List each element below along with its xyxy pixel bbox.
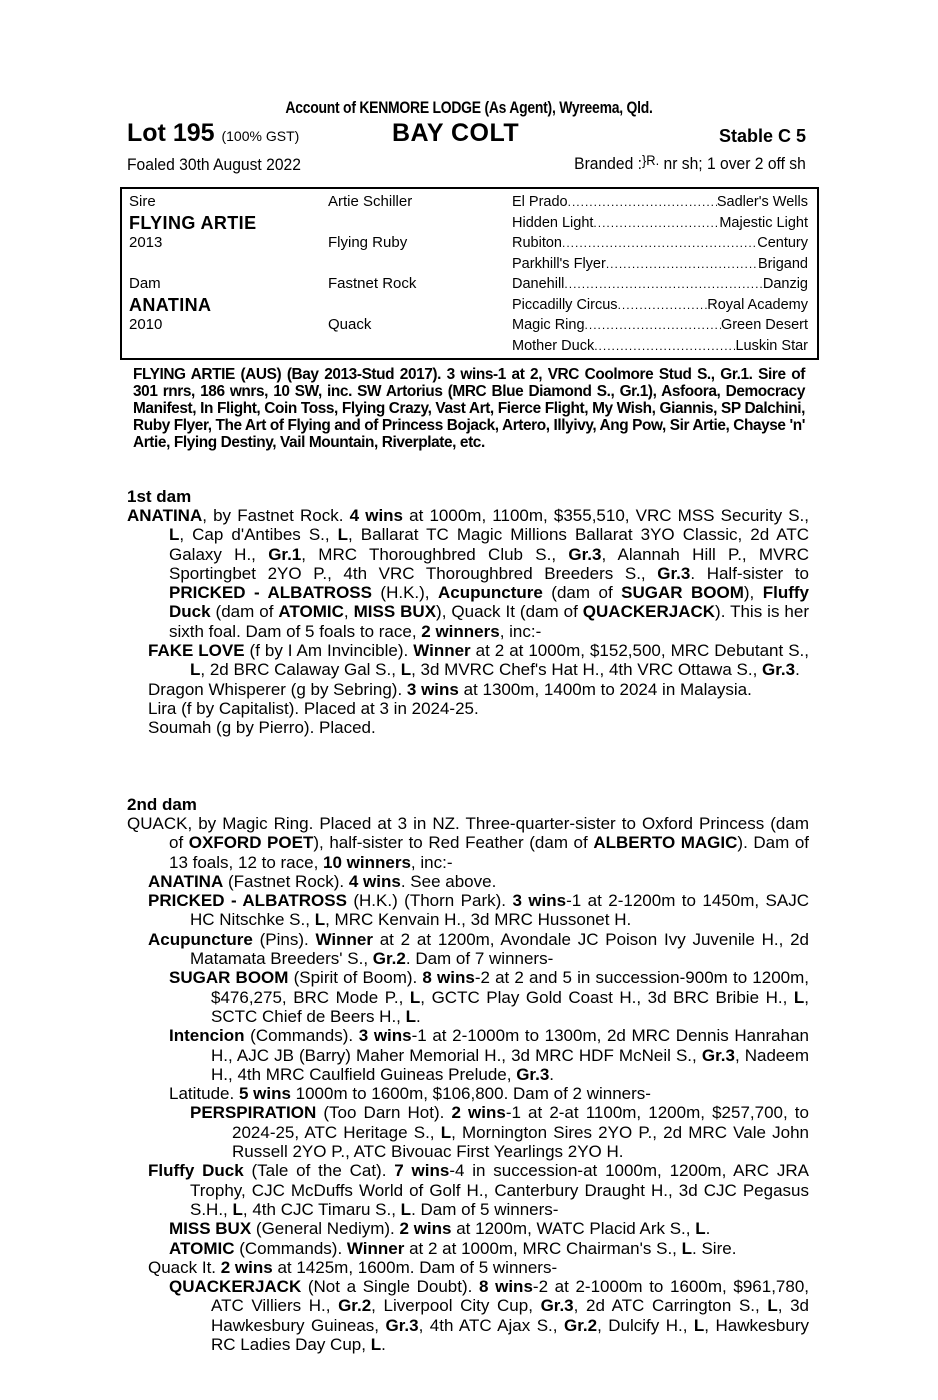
second-dam-heading: 2nd dam — [127, 795, 197, 814]
vendor-account: Account of KENMORE LODGE (As Agent), Wyreema, Qld. — [285, 98, 653, 117]
pedigree-ancestor-row — [512, 274, 808, 295]
ancestor-sire-name: Green Desert — [720, 317, 808, 333]
pedigree-cell — [129, 336, 256, 357]
produce-record: Dragon Whisperer (g by Sebring). 3 wins at 1300m, 1400m to 2024 in Malaysia. — [148, 679, 752, 699]
ancestor-name: Hidden Light — [512, 214, 594, 231]
lot-label: Lot 195 — [127, 119, 215, 147]
pedigree-cell: FLYING ARTIE — [129, 212, 257, 233]
first-dam-section — [127, 487, 809, 738]
pedigree-ancestor-row — [512, 336, 808, 357]
leader-dots — [594, 336, 735, 357]
pedigree-ancestor-row — [512, 254, 808, 275]
ancestor-name: Piccadilly Circus — [512, 296, 618, 313]
pedigree-col-parents — [129, 192, 256, 356]
pedigree-table — [120, 187, 819, 360]
pedigree-col-great-grandparents — [512, 192, 808, 356]
sire-summary: FLYING ARTIE (AUS) (Bay 2013-Stud 2017). 3 wins-1 at 2, VRC Coolmore Stud S., Gr.1. Sire of 301 rnrs, 186 wnrs, 10 SW, inc. SW Artorius (MRC Blue Diamond S., Gr.1), Asfoora, Democracy Manifest, In Flight, Coin Toss, Flying Crazy, Vast Art, Fierce Flight, My Wish, Giannis, SP Dalchini, Ruby Flyer, The Art of Flying and of Princess Bojack, Artero, Illyivy, Ang Pow, Sir Artie, Chayse 'n' Artie, Flying Destiny, Vail Mountain, Riverplate, etc. — [133, 366, 805, 451]
pedigree-ancestor-row — [512, 233, 808, 254]
pedigree-ancestor-row — [512, 213, 808, 234]
pedigree-col-grandparents — [328, 192, 416, 356]
produce-record: ATOMIC (Commands). Winner at 2 at 1000m, MRC Chairman's S., L. Sire. — [169, 1238, 737, 1258]
produce-record: ANATINA (Fastnet Rock). 4 wins. See above. — [148, 871, 497, 891]
produce-record: Intencion (Commands). 3 wins-1 at 2-1000m to 1300m, 2d MRC Dennis Hanrahan H., AJC JB (Barry) Maher Memorial H., 3d MRC HDF McNeil S., Gr.3, Nadeem H., 4th MRC Caulfield Guineas Prelude, Gr.3. — [169, 1026, 810, 1084]
gst-note: (100% GST) — [221, 128, 300, 144]
produce-record: QUACKERJACK (Not a Single Doubt). 8 wins-2 at 2-1000m to 1600m, $961,780, ATC Villiers H., Gr.2, Liverpool City Cup, Gr.3, 2d ATC Carrington S., L, 3d Hawkesbury Guineas, Gr.3, 4th ATC Ajax S., Gr.2, Dulcify H., L, Hawkesbury RC Ladies Day Cup, L. — [169, 1277, 810, 1355]
produce-record: Fluffy Duck (Tale of the Cat). 7 wins-4 in succession-at 1000m, 1200m, ARC JRA Trophy, CJC McDuffs World of Golf H., Canterbury Draught H., 3d CJC Pegasus S.H., L, 4th CJC Timaru S., L. Dam of 5 winners- — [148, 1161, 809, 1219]
brand-mark-icon: }R. — [642, 152, 660, 168]
ancestor-name: Mother Duck — [512, 337, 595, 354]
produce-record: Latitude. 5 wins 1000m to 1600m, $106,800. Dam of 2 winners- — [169, 1084, 651, 1104]
ancestor-sire-name: Danzig — [762, 276, 808, 292]
ancestor-name: El Prado — [512, 194, 568, 210]
pedigree-cell: Artie Schiller — [328, 193, 413, 210]
produce-record: Soumah (g by Pierro). Placed. — [148, 718, 376, 738]
pedigree-cell: ANATINA — [129, 294, 212, 315]
brand-info — [574, 152, 806, 174]
produce-record: MISS BUX (General Nediym). 2 wins at 1200m, WATC Placid Ark S., L. — [169, 1219, 711, 1239]
produce-record: Lira (f by Capitalist). Placed at 3 in 2024-25. — [148, 698, 479, 718]
pedigree-cell: 2013 — [129, 234, 163, 251]
pedigree-cell: Sire — [129, 193, 156, 210]
leader-dots — [562, 233, 757, 254]
pedigree-cell — [328, 254, 416, 275]
ancestor-sire-name: Century — [757, 235, 808, 251]
ancestor-name: Rubiton — [512, 235, 562, 251]
second-dam-section — [127, 795, 809, 1354]
produce-record: PRICKED - ALBATROSS (H.K.) (Thorn Park). 3 wins-1 at 2-1200m to 1450m, SAJC HC Nitschke S., L, MRC Kenvain H., 3d MRC Hussonet H. — [148, 891, 810, 930]
second-dam-entries — [127, 814, 809, 1354]
ancestor-sire-name: Brigand — [758, 255, 808, 272]
pedigree-cell: Quack — [328, 316, 372, 333]
ancestor-sire-name: Royal Academy — [707, 296, 808, 313]
stable-location: Stable C 5 — [718, 126, 806, 146]
leader-dots — [606, 254, 758, 275]
pedigree-ancestor-row — [512, 315, 808, 336]
first-dam-entries — [127, 506, 809, 738]
pedigree-cell — [328, 336, 416, 357]
produce-record: SUGAR BOOM (Spirit of Boom). 8 wins-2 at 2 and 5 in succession-900m to 1200m, $476,275, BRC Mode P., L, GCTC Play Gold Coast H., 3d BRC Bribie H., L, SCTC Chief de Beers H., L. — [169, 968, 810, 1026]
leader-dots — [585, 315, 721, 336]
branded-label: Branded : — [574, 154, 643, 173]
pedigree-ancestor-row — [512, 295, 808, 316]
ancestor-sire-name: Luskin Star — [735, 337, 808, 354]
lot-number — [127, 119, 299, 148]
pedigree-cell — [328, 295, 416, 316]
ancestor-name: Parkhill's Flyer — [512, 255, 606, 272]
produce-record: FAKE LOVE (f by I Am Invincible). Winner at 2 at 1000m, $152,500, MRC Debutant S., L, 2d BRC Calaway Gal S., L, 3d MVRC Chef's Hat H., 4th VRC Ottawa S., Gr.3. — [148, 641, 809, 680]
pedigree-cell — [328, 213, 416, 234]
first-dam-heading: 1st dam — [127, 487, 192, 506]
pedigree-cell: Dam — [129, 275, 161, 292]
ancestor-name: Magic Ring — [512, 317, 585, 333]
pedigree-ancestor-row — [512, 192, 808, 213]
ancestor-sire-name: Sadler's Wells — [716, 194, 808, 210]
leader-dots — [564, 274, 762, 295]
produce-record: Quack It. 2 wins at 1425m, 1600m. Dam of 5 winners- — [148, 1257, 558, 1277]
horse-description: BAY COLT — [392, 119, 520, 147]
ancestor-sire-name: Majestic Light — [719, 214, 808, 231]
produce-record: ANATINA, by Fastnet Rock. 4 wins at 1000m, 1100m, $355,510, VRC MSS Security S., L, Cap d'Antibes S., L, Ballarat TC Magic Millions Ballarat 3YO Classic, 2d ATC Galaxy H., Gr.1, MRC Thoroughbred Club S., Gr.3, Alannah Hill P., MVRC Sportingbet 2YO P., 4th VRC Thoroughbred Breeders S., Gr.3. Half-sister to PRICKED - ALBATROSS (H.K.), Acupuncture (dam of SUGAR BOOM), Fluffy Duck (dam of ATOMIC, MISS BUX), Quack It (dam of QUACKERJACK). This is her sixth foal. Dam of 5 foals to race, 2 winners, inc:- — [127, 506, 809, 641]
foaled-date: Foaled 30th August 2022 — [127, 155, 301, 174]
ancestor-name: Danehill — [512, 276, 565, 292]
branded-detail: nr sh; 1 over 2 off sh — [663, 154, 806, 173]
pedigree-cell: 2010 — [129, 316, 163, 333]
produce-record: PERSPIRATION (Too Darn Hot). 2 wins-1 at 2-at 1100m, 1200m, $257,700, to 2024-25, ATC Heritage S., L, Mornington Sires 2YO P., 2d MRC Vale John Russell 2YO P., ATC Bivouac First Yearlings 2YO H. — [190, 1103, 809, 1162]
produce-record: QUACK, by Magic Ring. Placed at 3 in NZ. Three-quarter-sister to Oxford Princess (dam of OXFORD POET), half-sister to Red Feather (dam of ALBERTO MAGIC). Dam of 13 foals, 12 to race, 10 winners, inc:- — [127, 814, 810, 872]
pedigree-cell — [129, 254, 256, 275]
produce-record: Acupuncture (Pins). Winner at 2 at 1200m, Avondale JC Poison Ivy Juvenile H., 2d Matamata Breeders' S., Gr.2. Dam of 7 winners- — [148, 929, 809, 969]
pedigree-cell: Fastnet Rock — [328, 275, 417, 292]
leader-dots — [568, 192, 717, 213]
leader-dots — [618, 295, 708, 316]
leader-dots — [593, 213, 719, 234]
pedigree-cell: Flying Ruby — [328, 234, 408, 251]
